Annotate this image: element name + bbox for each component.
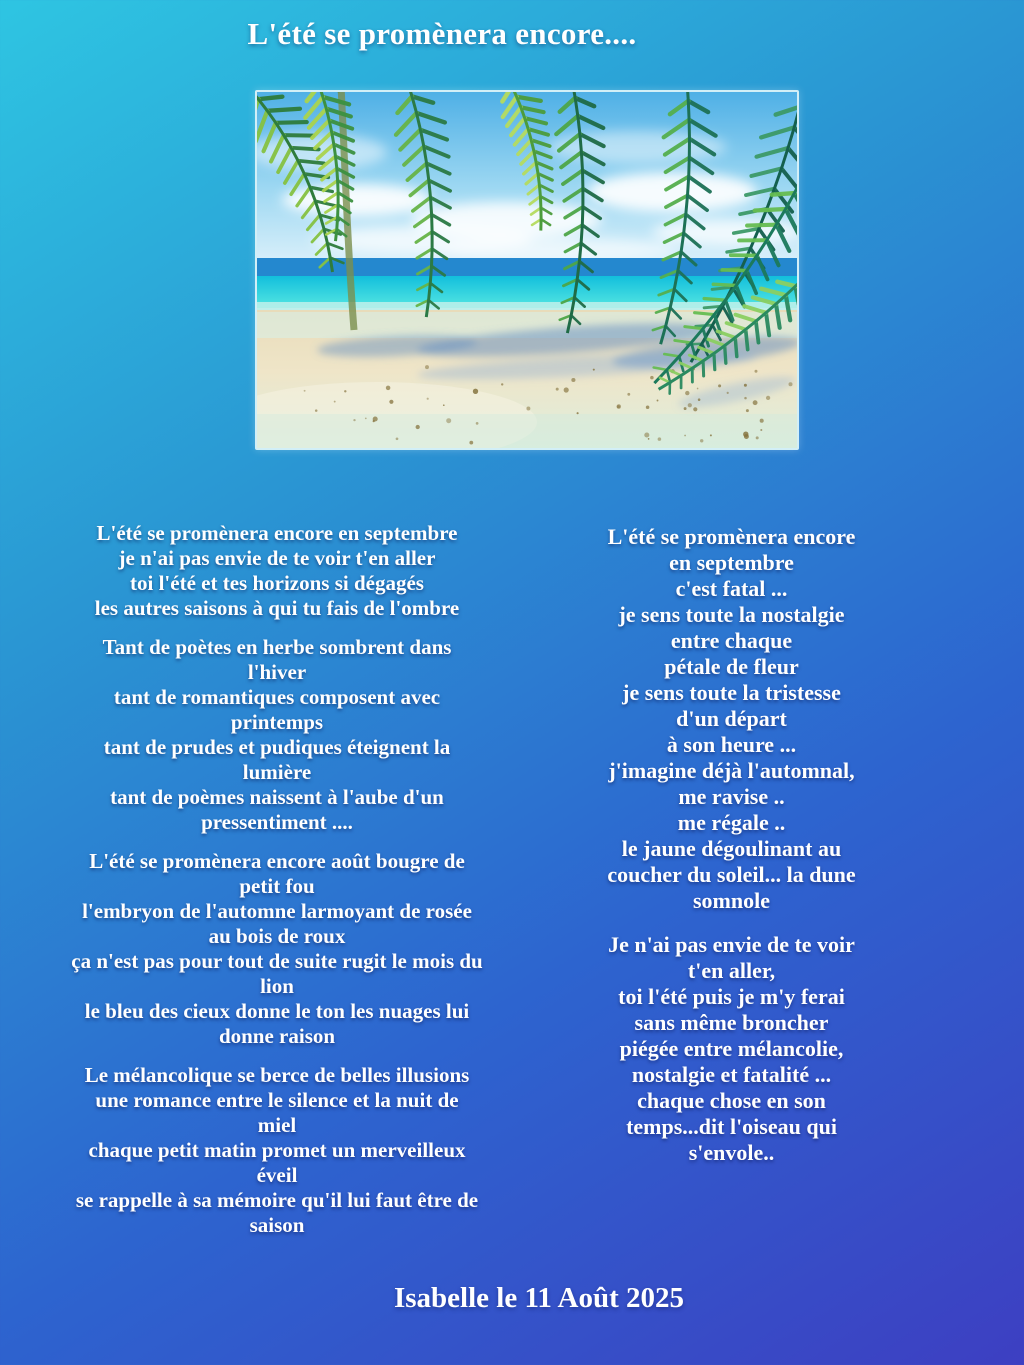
poem-line: temps...dit l'oiseau qui bbox=[626, 1114, 837, 1139]
poem-column-left bbox=[37, 521, 517, 1252]
poem-line: tant de poèmes naissent à l'aube d'un bbox=[110, 785, 444, 809]
poem-line: l'hiver bbox=[247, 660, 307, 684]
poem-line: piégée entre mélancolie, bbox=[619, 1036, 844, 1061]
poem-stanza bbox=[37, 849, 517, 1049]
poem-line: ça n'est pas pour tout de suite rugit le mois du bbox=[71, 949, 483, 973]
poem-line: je n'ai pas envie de te voir t'en aller bbox=[118, 546, 436, 570]
poem-line: chaque chose en son bbox=[637, 1088, 826, 1113]
poem-line: l'embryon de l'automne larmoyant de rosée bbox=[82, 899, 472, 923]
poem-line: L'été se promènera encore bbox=[607, 524, 856, 549]
poem-line: les autres saisons à qui tu fais de l'ombre bbox=[94, 596, 460, 620]
poem-line: nostalgie et fatalité ... bbox=[631, 1062, 832, 1087]
poem-stanza bbox=[565, 524, 898, 914]
poem-line: tant de romantiques composent avec bbox=[113, 685, 441, 709]
poem-line: Tant de poètes en herbe sombrent dans bbox=[102, 635, 452, 659]
signature: Isabelle le 11 Août 2025 bbox=[393, 1282, 684, 1314]
poem-line: L'été se promènera encore en septembre bbox=[96, 521, 458, 545]
poem-line: me ravise .. bbox=[678, 784, 785, 809]
beach-photo bbox=[255, 90, 799, 450]
poem-stanza bbox=[37, 1063, 517, 1238]
poem-line: L'été se promènera encore août bougre de bbox=[89, 849, 465, 873]
poem-line: j'imagine déjà l'automnal, bbox=[608, 758, 855, 783]
poem-line: pétale de fleur bbox=[664, 654, 799, 679]
poem-line: miel bbox=[257, 1113, 297, 1137]
poem-line: lion bbox=[260, 974, 294, 998]
poem-line: lumière bbox=[242, 760, 312, 784]
poem-line: chaque petit matin promet un merveilleux bbox=[88, 1138, 466, 1162]
poem-line: Je n'ai pas envie de te voir bbox=[608, 932, 855, 957]
poem-line: me régale .. bbox=[677, 810, 786, 835]
poem-line: printemps bbox=[230, 710, 324, 734]
poem-line: le bleu des cieux donne le ton les nuages lui bbox=[84, 999, 470, 1023]
poem-line: une romance entre le silence et la nuit de bbox=[95, 1088, 459, 1112]
poem-line: entre chaque bbox=[670, 628, 793, 653]
poem-line: je sens toute la tristesse bbox=[622, 680, 841, 705]
poem-line: sans même broncher bbox=[634, 1010, 829, 1035]
poem-line: tant de prudes et pudiques éteignent la bbox=[103, 735, 451, 759]
poem-line: je sens toute la nostalgie bbox=[618, 602, 845, 627]
poem-stanza bbox=[565, 932, 898, 1166]
poem-line: petit fou bbox=[239, 874, 315, 898]
poem-line: donne raison bbox=[218, 1024, 336, 1048]
poem-line: d'un départ bbox=[676, 706, 787, 731]
page-title: L'été se promènera encore.... bbox=[247, 16, 637, 51]
poem-line: somnole bbox=[693, 888, 770, 913]
poem-line: saison bbox=[249, 1213, 305, 1237]
poem-column-right bbox=[565, 524, 898, 1184]
poem-line: Le mélancolique se berce de belles illusions bbox=[84, 1063, 470, 1087]
poem-line: coucher du soleil... la dune bbox=[607, 862, 856, 887]
poem-line: pressentiment .... bbox=[201, 810, 353, 834]
poem-line: au bois de roux bbox=[208, 924, 346, 948]
poem-line: c'est fatal ... bbox=[675, 576, 788, 601]
poem-line: éveil bbox=[256, 1163, 298, 1187]
poem-line: s'envole.. bbox=[688, 1140, 775, 1165]
poem-line: le jaune dégoulinant au bbox=[621, 836, 842, 861]
poem-line: à son heure ... bbox=[666, 732, 797, 757]
poem-stanza bbox=[37, 521, 517, 621]
poem-line: en septembre bbox=[669, 550, 794, 575]
poem-line: se rappelle à sa mémoire qu'il lui faut être de bbox=[75, 1188, 479, 1212]
poem-stanza bbox=[37, 635, 517, 835]
poem-line: t'en aller, bbox=[687, 958, 776, 983]
poem-line: toi l'été et tes horizons si dégagés bbox=[130, 571, 424, 595]
poem-line: toi l'été puis je m'y ferai bbox=[618, 984, 845, 1009]
